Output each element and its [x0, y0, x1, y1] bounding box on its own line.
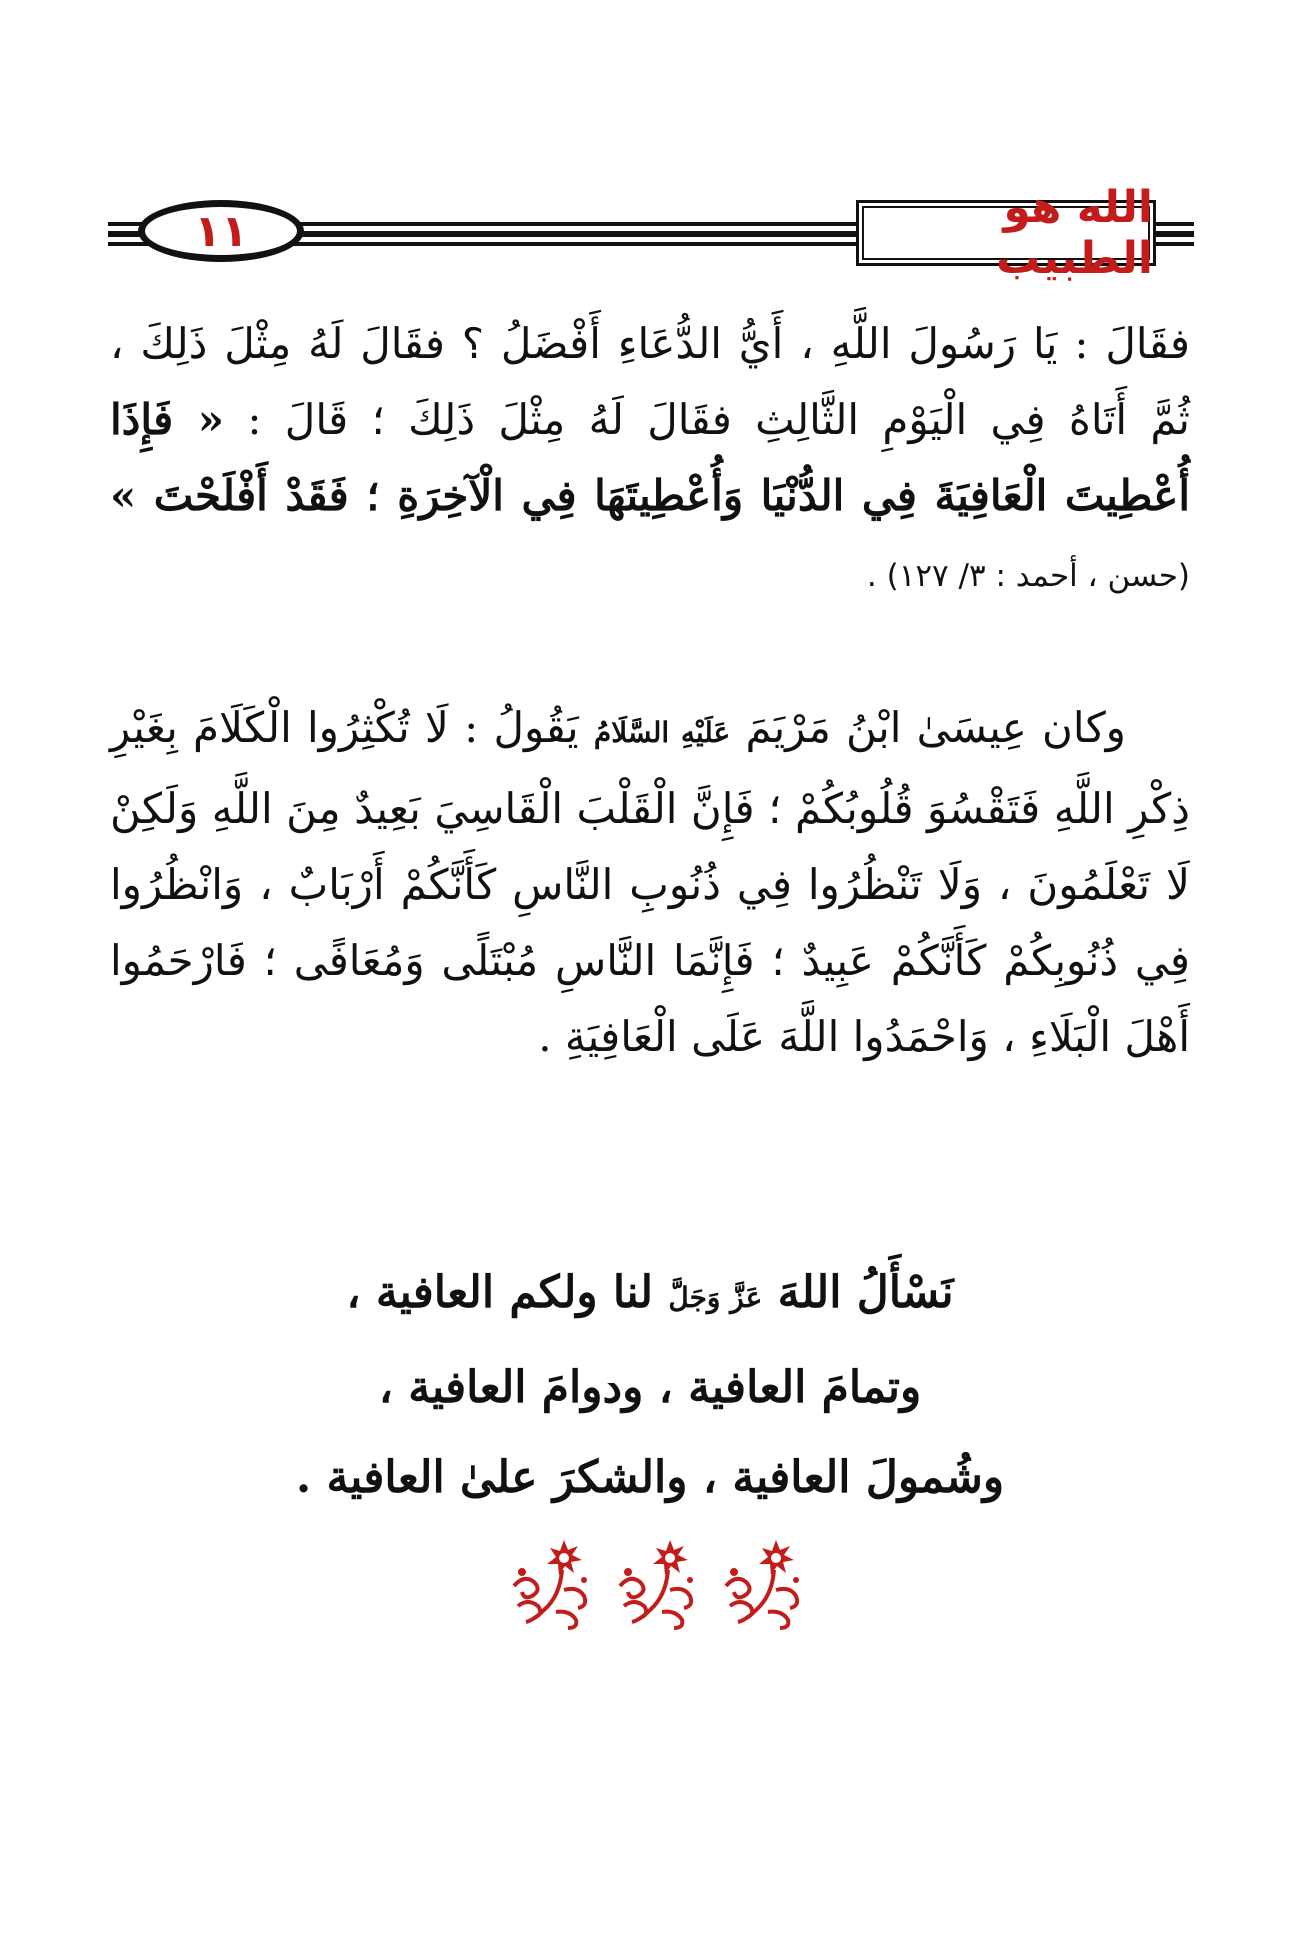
prayer-line-1-end: لنا ولكم العافية ، [346, 1267, 654, 1318]
page-header [108, 182, 1194, 284]
hadith-citation: (حسن ، أحمد : ٣/ ١٢٧) . [866, 558, 1190, 594]
ornament-row [504, 1536, 804, 1630]
prayer-line-1-start: نَسْأَلُ اللهَ [777, 1267, 954, 1318]
chapter-title: الله هو الطبيب [856, 200, 1156, 266]
prayer-line-3: وشُمولَ العافية ، والشكرَ علىٰ العافية . [295, 1452, 1005, 1503]
floral-ornament-icon [504, 1536, 592, 1630]
floral-ornament-icon [716, 1536, 804, 1630]
hadith-quote: « فَإِذَا أُعْطِيتَ الْعَافِيَةَ فِي الدُّنْيَا وَأُعْطِيتَهَا فِي الْآخِرَةِ ؛ فَقَدْ أَفْلَحْتَ » [110, 395, 1190, 520]
floral-ornament-icon [610, 1536, 698, 1630]
paragraph-body: يَقُولُ : لَا تُكْثِرُوا الْكَلَامَ بِغَيْرِ ذِكْرِ اللَّهِ فَتَقْسُوَ قُلُوبُكُمْ ؛ فَإِنَّ الْقَلْبَ الْقَاسِيَ بَعِيدٌ مِنَ اللَّهِ وَلَكِنْ لَا تَعْلَمُونَ ، وَلَا تَنْظُرُوا فِي ذُنُوبِ النَّاسِ كَأَنَّكُمْ أَرْبَابٌ ، وَانْظُرُوا فِي ذُنُوبِكُمْ كَأَنَّكُمْ عَبِيدٌ ؛ فَإِنَّمَا النَّاسِ مُبْتَلًى وَمُعَافًى ؛ فَارْحَمُوا أَهْلَ الْبَلَاءِ ، وَاحْمَدُوا اللَّهَ عَلَى الْعَافِيَةِ . [110, 703, 1190, 1061]
paragraph-hadith [110, 306, 1190, 614]
paragraph-opening: وكان عِيسَىٰ ابْنُ مَرْيَمَ [745, 703, 1126, 752]
paragraph-lead: فقَالَ : يَا رَسُولَ اللَّهِ ، أَيُّ الدُّعَاءِ أَفْضَلُ ؟ فقَالَ لَهُ مِثْلَ ذَلِكَ ، ثُمَّ أَتَاهُ فِي الْيَوْمِ الثَّالِثِ فقَالَ لَهُ مِثْلَ ذَلِكَ ؛ قَالَ : [110, 319, 1190, 444]
prayer-line-2: وتمامَ العافية ، ودوامَ العافية ، [378, 1362, 922, 1413]
paragraph-isa [110, 690, 1190, 1075]
prayer-line-1 [110, 1248, 1190, 1343]
page-number: ١١ [138, 200, 304, 262]
honorific-glorified: عَزَّ وَجَلَّ [668, 1281, 763, 1314]
honorific-peace: عَلَيْهِ السَّلَامُ [593, 716, 731, 749]
closing-prayer [110, 1248, 1190, 1523]
